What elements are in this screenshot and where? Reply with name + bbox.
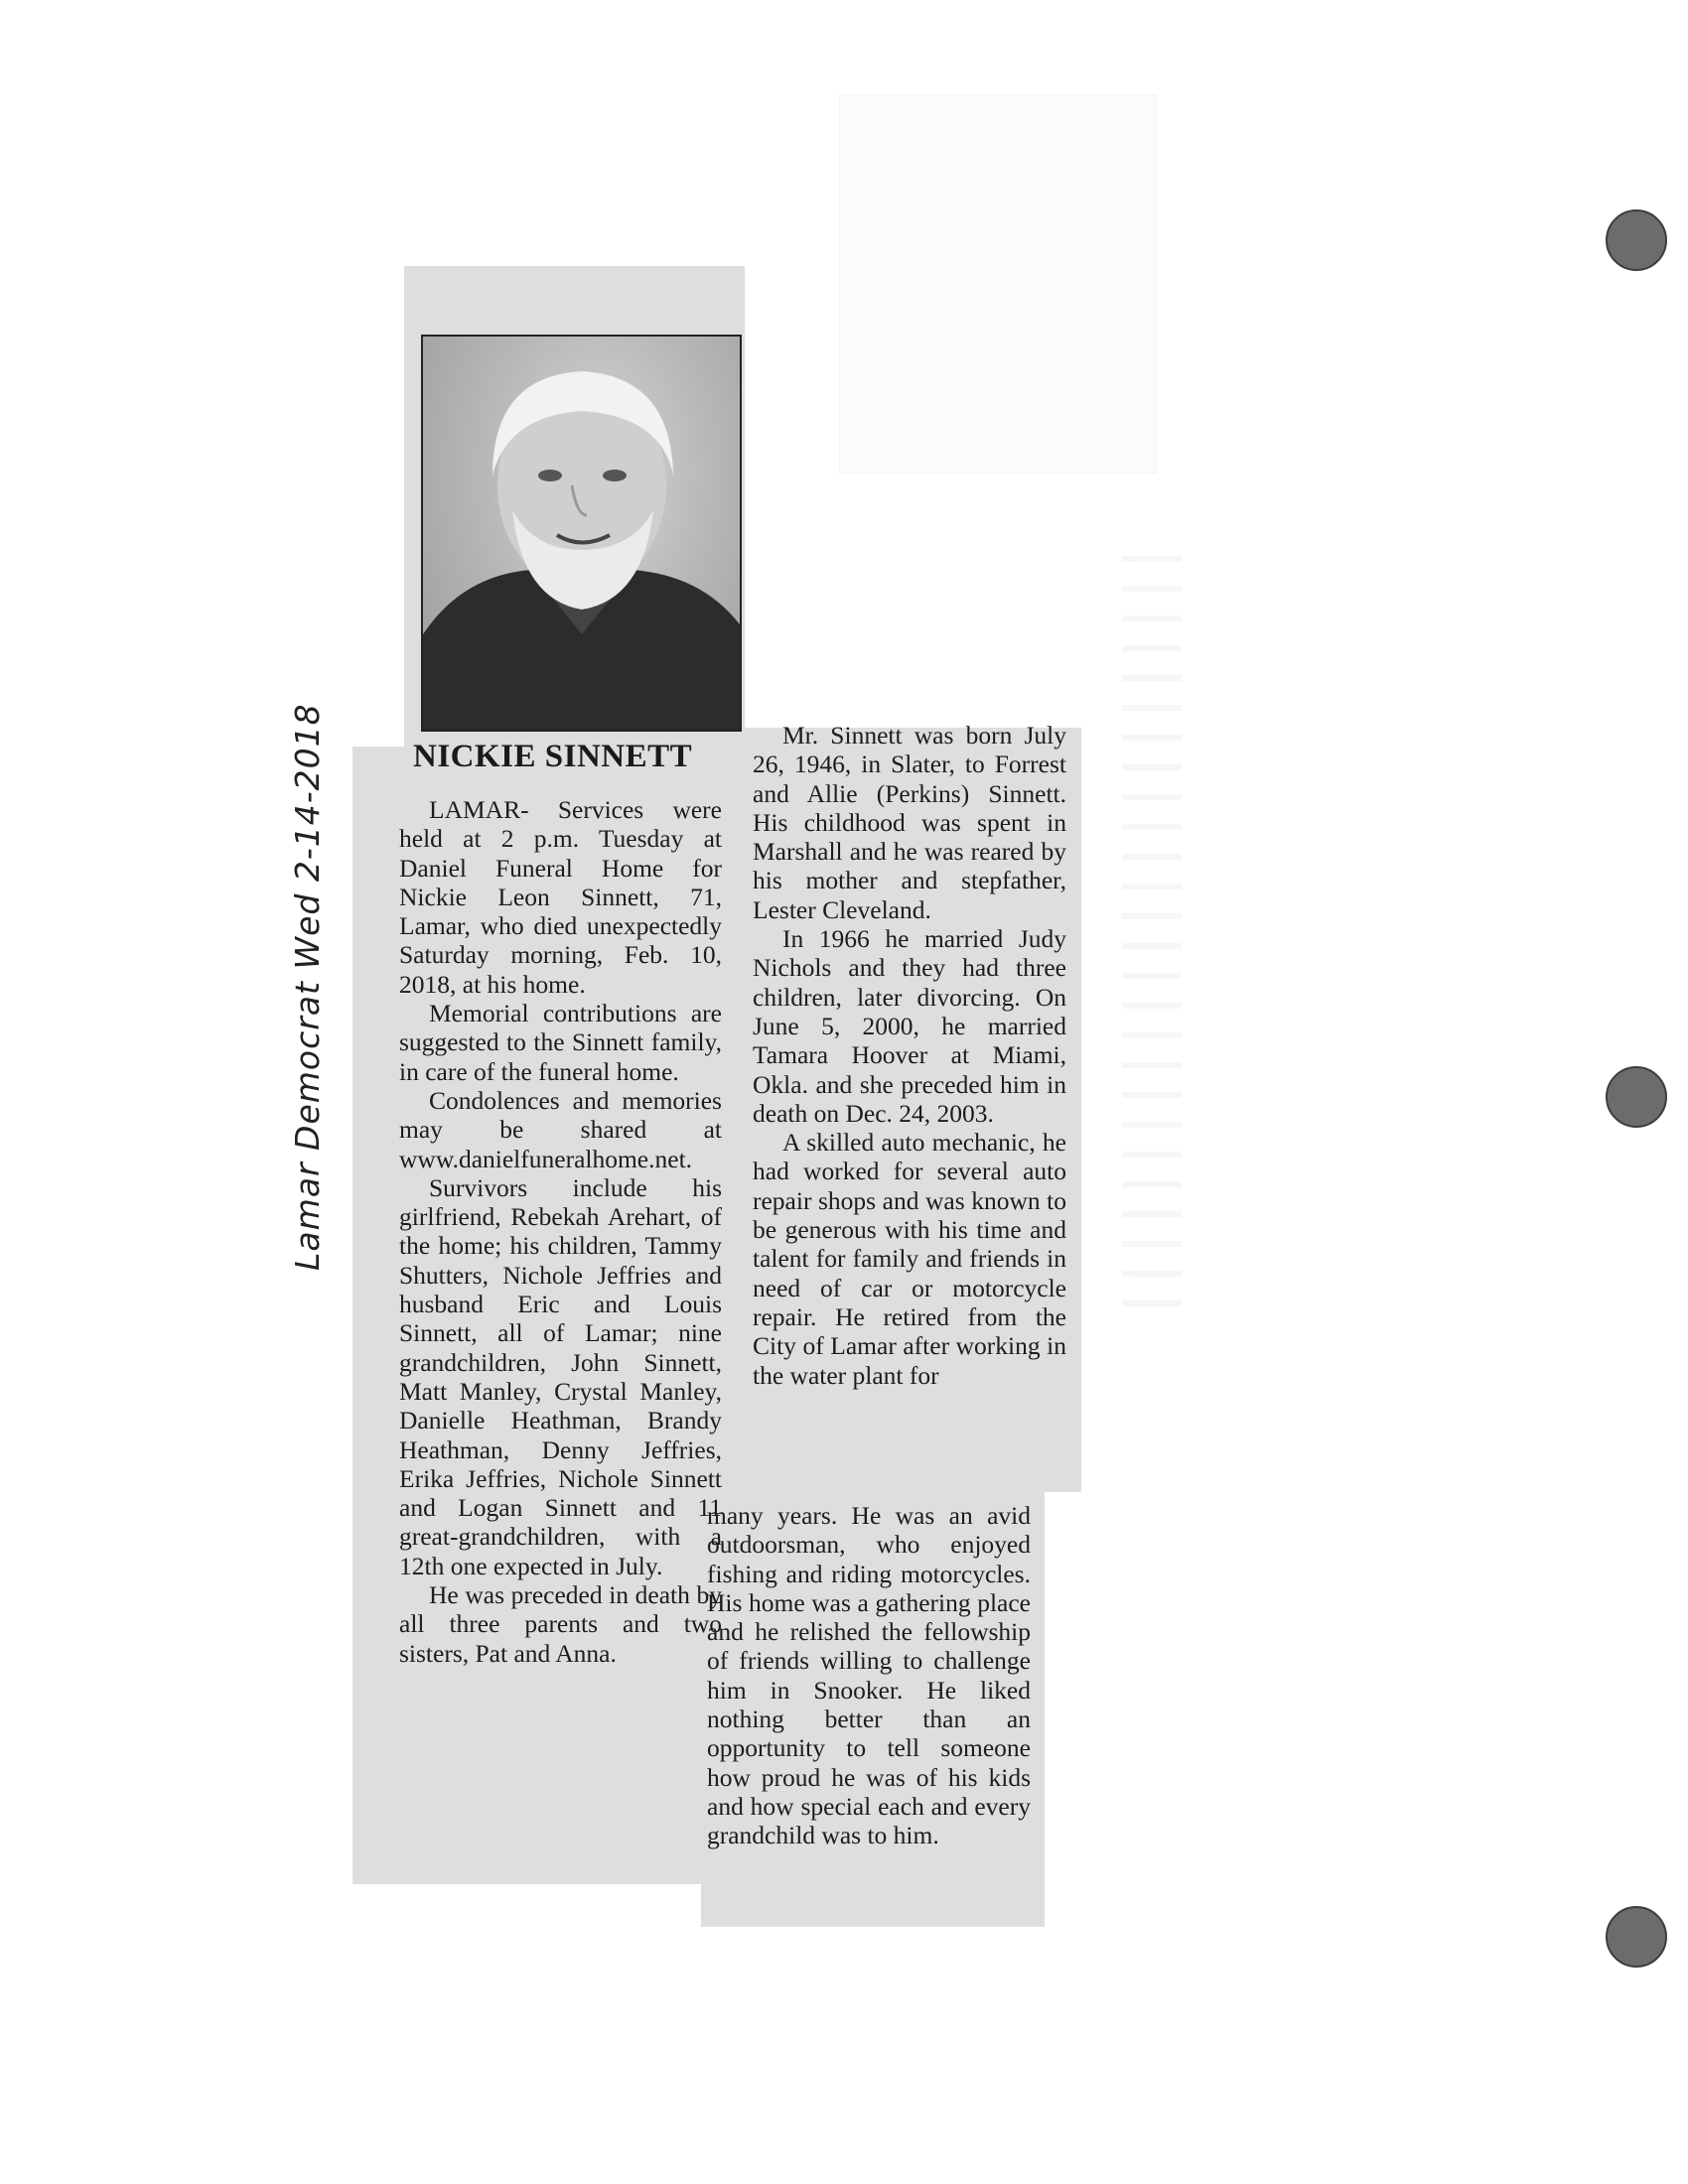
bleed-through-shadow	[839, 94, 1157, 474]
paragraph-hobbies: many years. He was an avid outdoorsman, who enjoyed fishing and riding motorcycles. His home was a gathering place and he relished the fellowship of friends willing to challenge him in Snooker. He liked nothing better than an opportunity to tell someone how proud he was of his kids and how special each and every grandchild was to him.	[707, 1501, 1031, 1850]
portrait-photo	[421, 335, 742, 732]
handwritten-source-note: Lamar Democrat Wed 2-14-2018	[288, 703, 327, 1271]
paragraph-career: A skilled auto mechanic, he had worked for several auto repair shops and was known to be generous with his time and talent for family and friends in need of car or motorcycle repair. He retired from the City of Lamar after working in the water plant for	[753, 1128, 1066, 1390]
paragraph-marriage: In 1966 he married Judy Nichols and they had three children, later divorcing. On June 5, 2000, he married Tamara Hoover at Miami, Okla. and she preceded him in death on Dec. 24, 2003.	[753, 924, 1066, 1128]
paragraph-services: LAMAR- Services were held at 2 p.m. Tuesday at Daniel Funeral Home for Nickie Leon Sinnett, 71, Lamar, who died unexpectedly Saturday morning, Feb. 10, 2018, at his home.	[399, 795, 722, 999]
binder-hole-bottom	[1606, 1906, 1667, 1968]
paragraph-birth: Mr. Sinnett was born July 26, 1946, in Slater, to Forrest and Allie (Perkins) Sinnett. His childhood was spent in Marshall and he was reared by his mother and stepfather, Lester Cleveland.	[753, 721, 1066, 924]
paragraph-memorials: Memorial contributions are suggested to the Sinnett family, in care of the funeral home.	[399, 999, 722, 1086]
binder-hole-middle	[1606, 1066, 1667, 1128]
obituary-column-1	[399, 795, 722, 1668]
binder-hole-top	[1606, 209, 1667, 271]
paragraph-preceded: He was preceded in death by all three parents and two sisters, Pat and Anna.	[399, 1580, 722, 1668]
obituary-column-3	[707, 1501, 1031, 1850]
paragraph-survivors: Survivors include his girlfriend, Rebekah Arehart, of the home; his children, Tammy Shutters, Nichole Jeffries and husband Eric and Louis Sinnett, all of Lamar; nine grandchildren, John Sinnett, Matt Manley, Crystal Manley, Danielle Heathman, Brandy Heathman, Denny Jeffries, Erika Jeffries, Nichole Sinnett and Logan Sinnett and 11 great-grandchildren, with a 12th one expected in July.	[399, 1172, 722, 1580]
portrait-illustration	[423, 337, 740, 730]
paragraph-condolences: Condolences and memories may be shared at www.danielfuneralhome.net.	[399, 1085, 722, 1173]
obituary-headline: NICKIE SINNETT	[413, 739, 693, 774]
bleed-through-lines	[1122, 556, 1182, 1310]
obituary-column-2	[753, 721, 1066, 1390]
